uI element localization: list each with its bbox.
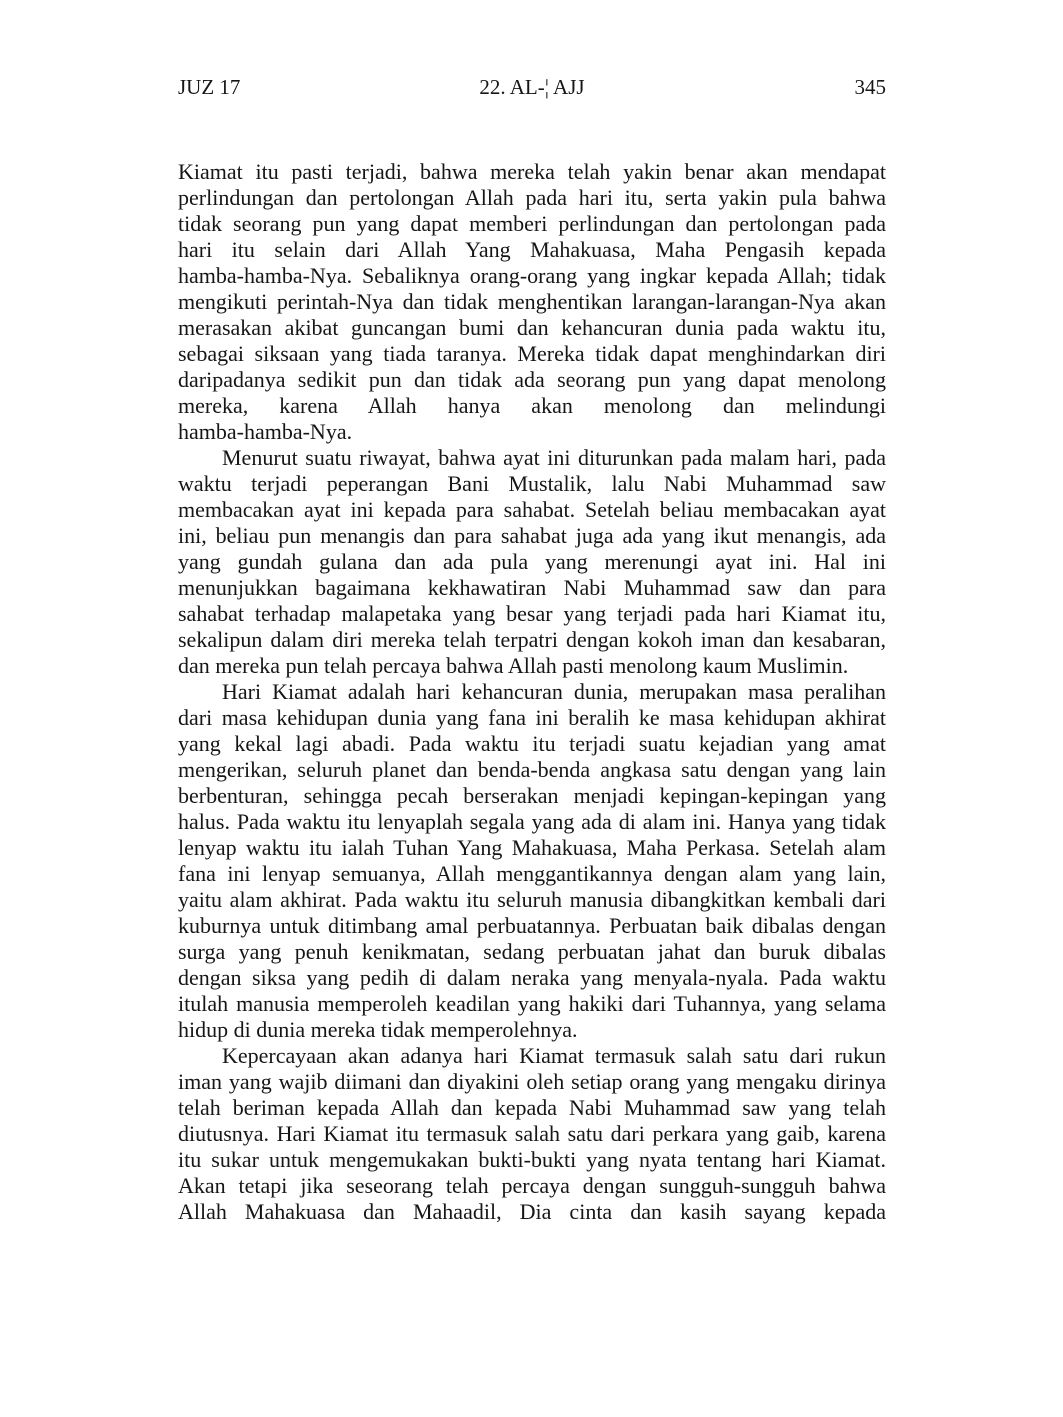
text-line: tidak seorang pun yang dapat memberi perlindungan dan pertolongan pada xyxy=(178,211,886,236)
text-line: menunjukkan bagaimana kekhawatiran Nabi Muhammad saw dan para xyxy=(178,575,886,600)
text-line: Kepercayaan akan adanya hari Kiamat termasuk salah satu dari rukun xyxy=(222,1043,886,1068)
text-line: telah beriman kepada Allah dan kepada Nabi Muhammad saw yang telah xyxy=(178,1095,886,1120)
text-line: waktu terjadi peperangan Bani Mustalik, lalu Nabi Muhammad saw xyxy=(178,471,886,496)
text-line: hamba-hamba-Nya. xyxy=(178,419,353,444)
paragraph xyxy=(178,445,886,679)
juz-label: JUZ 17 xyxy=(178,75,241,99)
text-line: yang gundah gulana dan ada pula yang merenungi ayat ini. Hal ini xyxy=(178,549,886,574)
text-line: hari itu selain dari Allah Yang Mahakuasa, Maha Pengasih kepada xyxy=(178,237,886,262)
text-line: mengerikan, seluruh planet dan benda-benda angkasa satu dengan yang lain xyxy=(178,757,886,782)
text-line: surga yang penuh kenikmatan, sedang perbuatan jahat dan buruk dibalas xyxy=(178,939,886,964)
paragraph-continues xyxy=(178,1043,886,1225)
text-line: yang kekal lagi abadi. Pada waktu itu terjadi suatu kejadian yang amat xyxy=(178,731,886,756)
text-line: sebagai siksaan yang tiada taranya. Mereka tidak dapat menghindarkan diri xyxy=(178,341,886,366)
text-line: itu sukar untuk mengemukakan bukti-bukti yang nyata tentang hari Kiamat. xyxy=(178,1147,886,1172)
page-number: 345 xyxy=(854,75,886,99)
text-line: diutusnya. Hari Kiamat itu termasuk salah satu dari perkara yang gaib, karena xyxy=(178,1121,886,1146)
text-line: hidup di dunia mereka tidak memperolehnya. xyxy=(178,1017,578,1042)
text-line: Hari Kiamat adalah hari kehancuran dunia, merupakan masa peralihan xyxy=(222,679,886,704)
text-line: halus. Pada waktu itu lenyaplah segala yang ada di alam ini. Hanya yang tidak xyxy=(178,809,886,834)
text-line: hamba-hamba-Nya. Sebaliknya orang-orang yang ingkar kepada Allah; tidak xyxy=(178,263,886,288)
text-line: iman yang wajib diimani dan diyakini oleh setiap orang yang mengaku dirinya xyxy=(178,1069,886,1094)
text-line: berbenturan, sehingga pecah berserakan menjadi kepingan-kepingan yang xyxy=(178,783,886,808)
text-line: dengan siksa yang pedih di dalam neraka yang menyala-nyala. Pada waktu xyxy=(178,965,886,990)
text-line: daripadanya sedikit pun dan tidak ada seorang pun yang dapat menolong xyxy=(178,367,886,392)
body-text xyxy=(178,159,886,1225)
surah-title: 22. AL-¦ AJJ xyxy=(479,75,585,99)
text-line: dari masa kehidupan dunia yang fana ini beralih ke masa kehidupan akhirat xyxy=(178,705,886,730)
text-line: dan mereka pun telah percaya bahwa Allah pasti menolong kaum Muslimin. xyxy=(178,653,849,678)
text-line: itulah manusia memperoleh keadilan yang hakiki dari Tuhannya, yang selama xyxy=(178,991,886,1016)
text-line: mereka, karena Allah hanya akan menolong dan melindungi xyxy=(178,393,886,418)
text-line: lenyap waktu itu ialah Tuhan Yang Mahakuasa, Maha Perkasa. Setelah alam xyxy=(178,835,886,860)
text-line: Akan tetapi jika seseorang telah percaya dengan sungguh-sungguh bahwa xyxy=(178,1173,886,1198)
text-line: Allah Mahakuasa dan Mahaadil, Dia cinta dan kasih sayang kepada xyxy=(178,1199,886,1224)
text-line: yaitu alam akhirat. Pada waktu itu seluruh manusia dibangkitkan kembali dari xyxy=(178,887,886,912)
text-line: sekalipun dalam diri mereka telah terpatri dengan kokoh iman dan kesabaran, xyxy=(178,627,886,652)
paragraph-continued xyxy=(178,159,886,445)
text-line: merasakan akibat guncangan bumi dan kehancuran dunia pada waktu itu, xyxy=(178,315,886,340)
text-line: sahabat terhadap malapetaka yang besar yang terjadi pada hari Kiamat itu, xyxy=(178,601,886,626)
text-line: Kiamat itu pasti terjadi, bahwa mereka telah yakin benar akan mendapat xyxy=(178,159,886,184)
text-line: kuburnya untuk ditimbang amal perbuatannya. Perbuatan baik dibalas dengan xyxy=(178,913,886,938)
paragraph xyxy=(178,679,886,1043)
text-line: membacakan ayat ini kepada para sahabat. Setelah beliau membacakan ayat xyxy=(178,497,886,522)
text-line: fana ini lenyap semuanya, Allah menggantikannya dengan alam yang lain, xyxy=(178,861,886,886)
text-line: Menurut suatu riwayat, bahwa ayat ini diturunkan pada malam hari, pada xyxy=(222,445,886,470)
text-line: perlindungan dan pertolongan Allah pada hari itu, serta yakin pula bahwa xyxy=(178,185,886,210)
running-header xyxy=(178,74,886,100)
text-line: mengikuti perintah-Nya dan tidak menghentikan larangan-larangan-Nya akan xyxy=(178,289,886,314)
text-line: ini, beliau pun menangis dan para sahabat juga ada yang ikut menangis, ada xyxy=(178,523,886,548)
